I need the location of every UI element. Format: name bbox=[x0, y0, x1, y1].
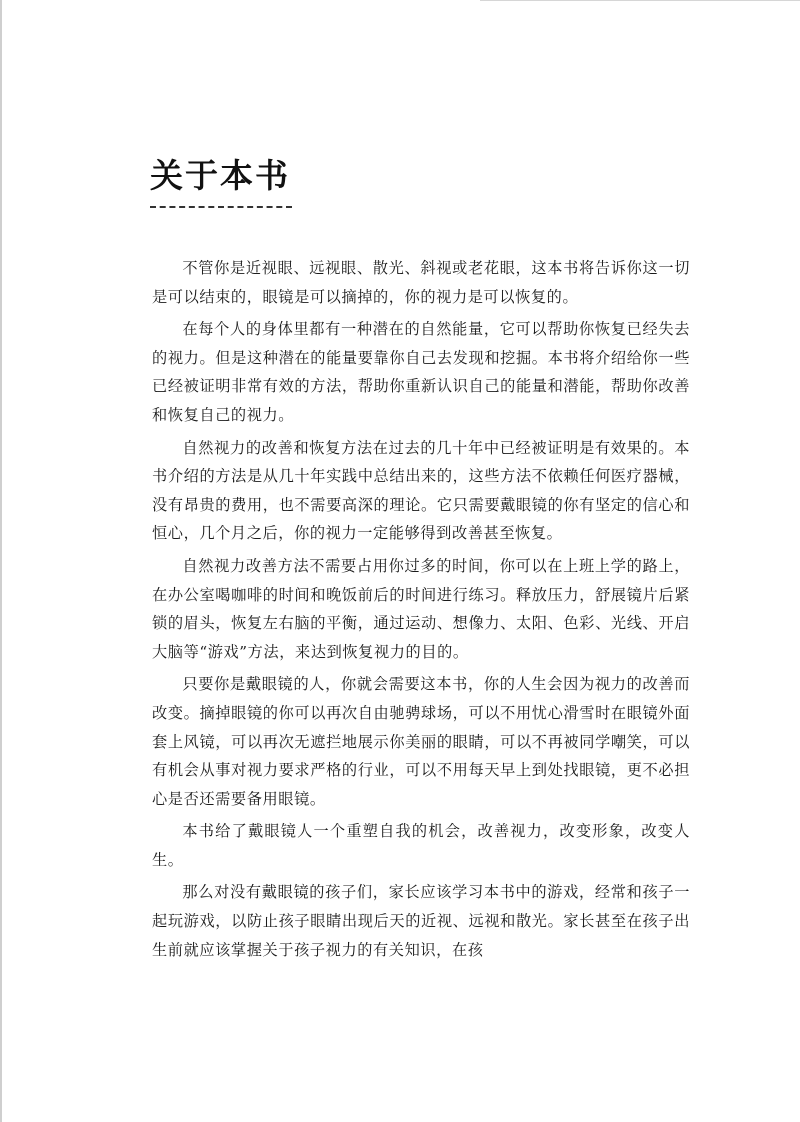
scan-edge-left bbox=[0, 0, 2, 1122]
body-text bbox=[152, 254, 690, 968]
paragraph: 在每个人的身体里都有一种潜在的自然能量，它可以帮助你恢复已经失去的视力。但是这种潜在的能量要靠你自己去发现和挖掘。本书将介绍给你一些已经被证明非常有效的方法，帮助你重新认识自己的能量和潜能，帮助你改善和恢复自己的视力。 bbox=[152, 320, 690, 424]
paragraph: 不管你是近视眼、远视眼、散光、斜视或老花眼，这本书将告诉你这一切是可以结束的，眼镜是可以摘掉的，你的视力是可以恢复的。 bbox=[152, 259, 690, 306]
paragraph: 本书给了戴眼镜人一个重塑自我的机会，改善视力，改变形象，改变人生。 bbox=[152, 822, 690, 869]
paragraph: 只要你是戴眼镜的人，你就会需要这本书，你的人生会因为视力的改善而改变。摘掉眼镜的你可以再次自由驰骋球场，可以不用忧心滑雪时在眼镜外面套上风镜，可以再次无遮拦地展示你美丽的眼睛，可以不再被同学嘲笑，可以有机会从事对视力要求严格的行业，可以不用每天早上到处找眼镜，更不必担心是否还需要备用眼镜。 bbox=[152, 675, 690, 808]
scan-edge-top bbox=[480, 0, 800, 1]
paragraph: 自然视力的改善和恢复方法在过去的几十年中已经被证明是有效果的。本书介绍的方法是从几十年实践中总结出来的，这些方法不依赖任何医疗器械，没有昂贵的费用，也不需要高深的理论。它只需要戴眼镜的你有坚定的信心和恒心，几个月之后，你的视力一定能够得到改善甚至恢复。 bbox=[152, 438, 690, 543]
page-title: 关于本书 bbox=[150, 156, 290, 195]
paragraph: 那么对没有戴眼镜的孩子们，家长应该学习本书中的游戏，经常和孩子一起玩游戏，以防止孩子眼睛出现后天的近视、远视和散光。家长甚至在孩子出生前就应该掌握关于孩子视力的有关知识，在孩 bbox=[152, 883, 690, 959]
title-underline bbox=[150, 206, 292, 208]
paragraph: 自然视力改善方法不需要占用你过多的时间，你可以在上班上学的路上，在办公室喝咖啡的时间和晚饭前后的时间进行练习。释放压力，舒展镜片后紧锁的眉头，恢复左右脑的平衡，通过运动、想像力、太阳、色彩、光线、开启大脑等“游戏”方法，来达到恢复视力的目的。 bbox=[152, 556, 690, 661]
